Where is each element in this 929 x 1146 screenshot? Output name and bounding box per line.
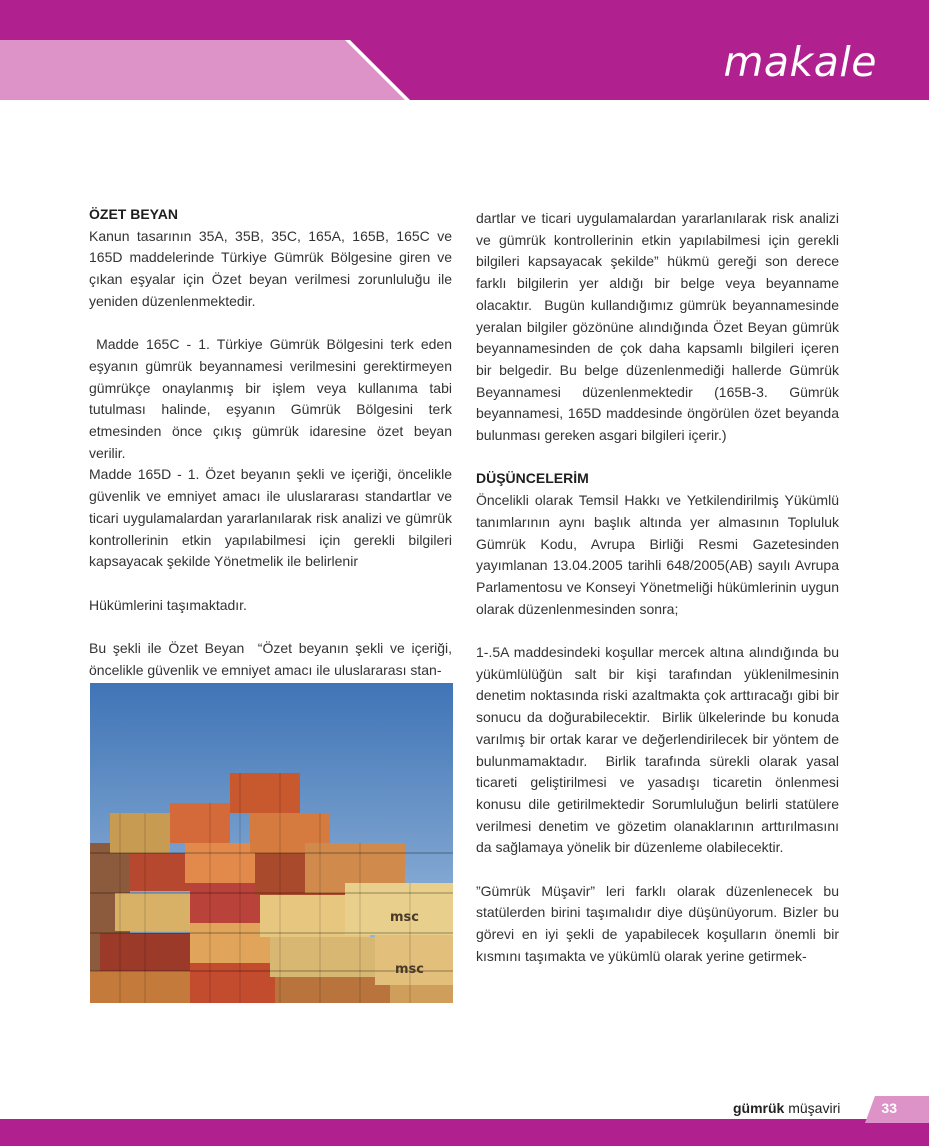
page-number-tab bbox=[865, 1096, 929, 1123]
paragraph: dartlar ve ticari uygulamalardan yararlanılarak risk analizi ve gümrük kontrollerinin etkin yapılabilmesi için gerekli bilgileri kapsayacak şekilde” hükmü gereği son derece farklı bilgilerin yer aldığı bir belge veya beyanname olacaktır. Bugün kullandığımız gümrük beyannamesinde yeralan bilgiler gözönüne alındığında Özet Beyan gümrük beyannamesinden de çok daha kapsamlı bilgileri içeren bir belgedir. Bu belge düzenlenmediği hallerde Gümrük Beyannamesi düzenlenmektedir (165B-3. Gümrük beyannamesi, 165D maddesinde öngörülen özet beyanda bulunması gereken asgari bilgileri içerir.) bbox=[476, 210, 847, 444]
paragraph: Öncelikli olarak Temsil Hakkı ve Yetkilendirilmiş Yükümlü tanımlarının aynı başlık altında yer almasının Topluluk Gümrük Kodu, Avrupa Birliği Resmi Gazetesinden yayımlanan 13.04.2005 tarihli 648/2005(AB) sayılı Avrupa Parlamentosu ve Konseyi Yönetmeliği hükümlerinin uygun olarak düzenlenmesinden sonra; bbox=[476, 492, 839, 617]
paragraph: Kanun tasarının 35A, 35B, 35C, 165A, 165B, 165C ve 165D maddelerinde Türkiye Gümrük Bölgesine giren ve çıkan eşyalar için Özet beyan verilmesi zorunluluğu ile yeniden düzenlenmektedir. bbox=[89, 227, 452, 309]
container-label: msc bbox=[390, 910, 419, 925]
left-column bbox=[89, 204, 456, 681]
shipping-containers-photo bbox=[90, 683, 453, 1003]
paragraph: ”Gümrük Müşavir” leri farklı olarak düzenlenecek bu statülerden birini taşımalıdır diye düşünüyorum. Bizler bu görevi en iyi şekli de yapabilecek koşulların önemli bir kısmını taşımakta ve yükümlü olarak yerine getirmek- bbox=[476, 882, 839, 964]
footer-bar bbox=[0, 1119, 929, 1146]
paragraph: Madde 165C - 1. Türkiye Gümrük Bölgesini terk eden eşyanın gümrük beyannamesi verilmesini gerektirmeyen gümrükçe onaylanmış bir işlem veya kullanıma tabi tutulması halinde, eşyanın Gümrük Bölgesini terk etmesinden önce çıkış gümrük idaresine özet beyan verilir. bbox=[89, 336, 456, 461]
page-header bbox=[0, 0, 929, 100]
heading-dusuncelerim: DÜŞÜNCELERİM bbox=[476, 470, 589, 487]
container-label: msc bbox=[395, 962, 424, 977]
brand-light: müşaviri bbox=[788, 1100, 841, 1116]
paragraph: 1-.5A maddesindeki koşullar mercek altına alındığında bu yükümlülüğün salt bir kişi tarafından yüklenilmesinin denetim noktasında riski azaltmakta çok arttıracağı gibi bir sonucu da doğurabilecektir. Birlik ülkelerinde bu konuda varılmış bir ortak karar ve değerlendirilecek bir yöntem de bulunmamaktadır. Birlik tarafında sürekli olarak yasal ticareti geliştirilmesi ve yasadışı ticaretin önlenmesi konusu dile getirilmektedir Sorumluluğun belirli statülere verilmesi denetim ve gözetim olanaklarının arttırılmasını da sağlamaya yönelik bir düzenleme olabilecektir. bbox=[476, 644, 843, 856]
brand-bold: gümrük bbox=[733, 1100, 785, 1116]
right-column bbox=[476, 208, 847, 968]
paragraph: Bu şekli ile Özet Beyan “Özet beyanın şekli ve içeriği, öncelikle güvenlik ve emniyet amacı ile uluslararası stan- bbox=[89, 640, 456, 678]
section-label: makale bbox=[723, 38, 877, 86]
page-footer bbox=[0, 1096, 929, 1146]
paragraph: Madde 165D - 1. Özet beyanın şekli ve içeriği, öncelikle güvenlik ve emniyet amacı ile uluslararası standartlar ve ticari uygulamalardan yararlanılarak risk analizi ve gümrük kontrollerinin etkin yapılabilmesi için gerekli bilgileri kapsayacak şekilde Yönetmelik ile belirlenir bbox=[89, 466, 452, 570]
page-number: 33 bbox=[881, 1100, 897, 1116]
paragraph: Hükümlerini taşımaktadır. bbox=[89, 596, 247, 613]
magazine-brand bbox=[733, 1100, 840, 1116]
heading-ozet-beyan: ÖZET BEYAN bbox=[89, 206, 178, 222]
